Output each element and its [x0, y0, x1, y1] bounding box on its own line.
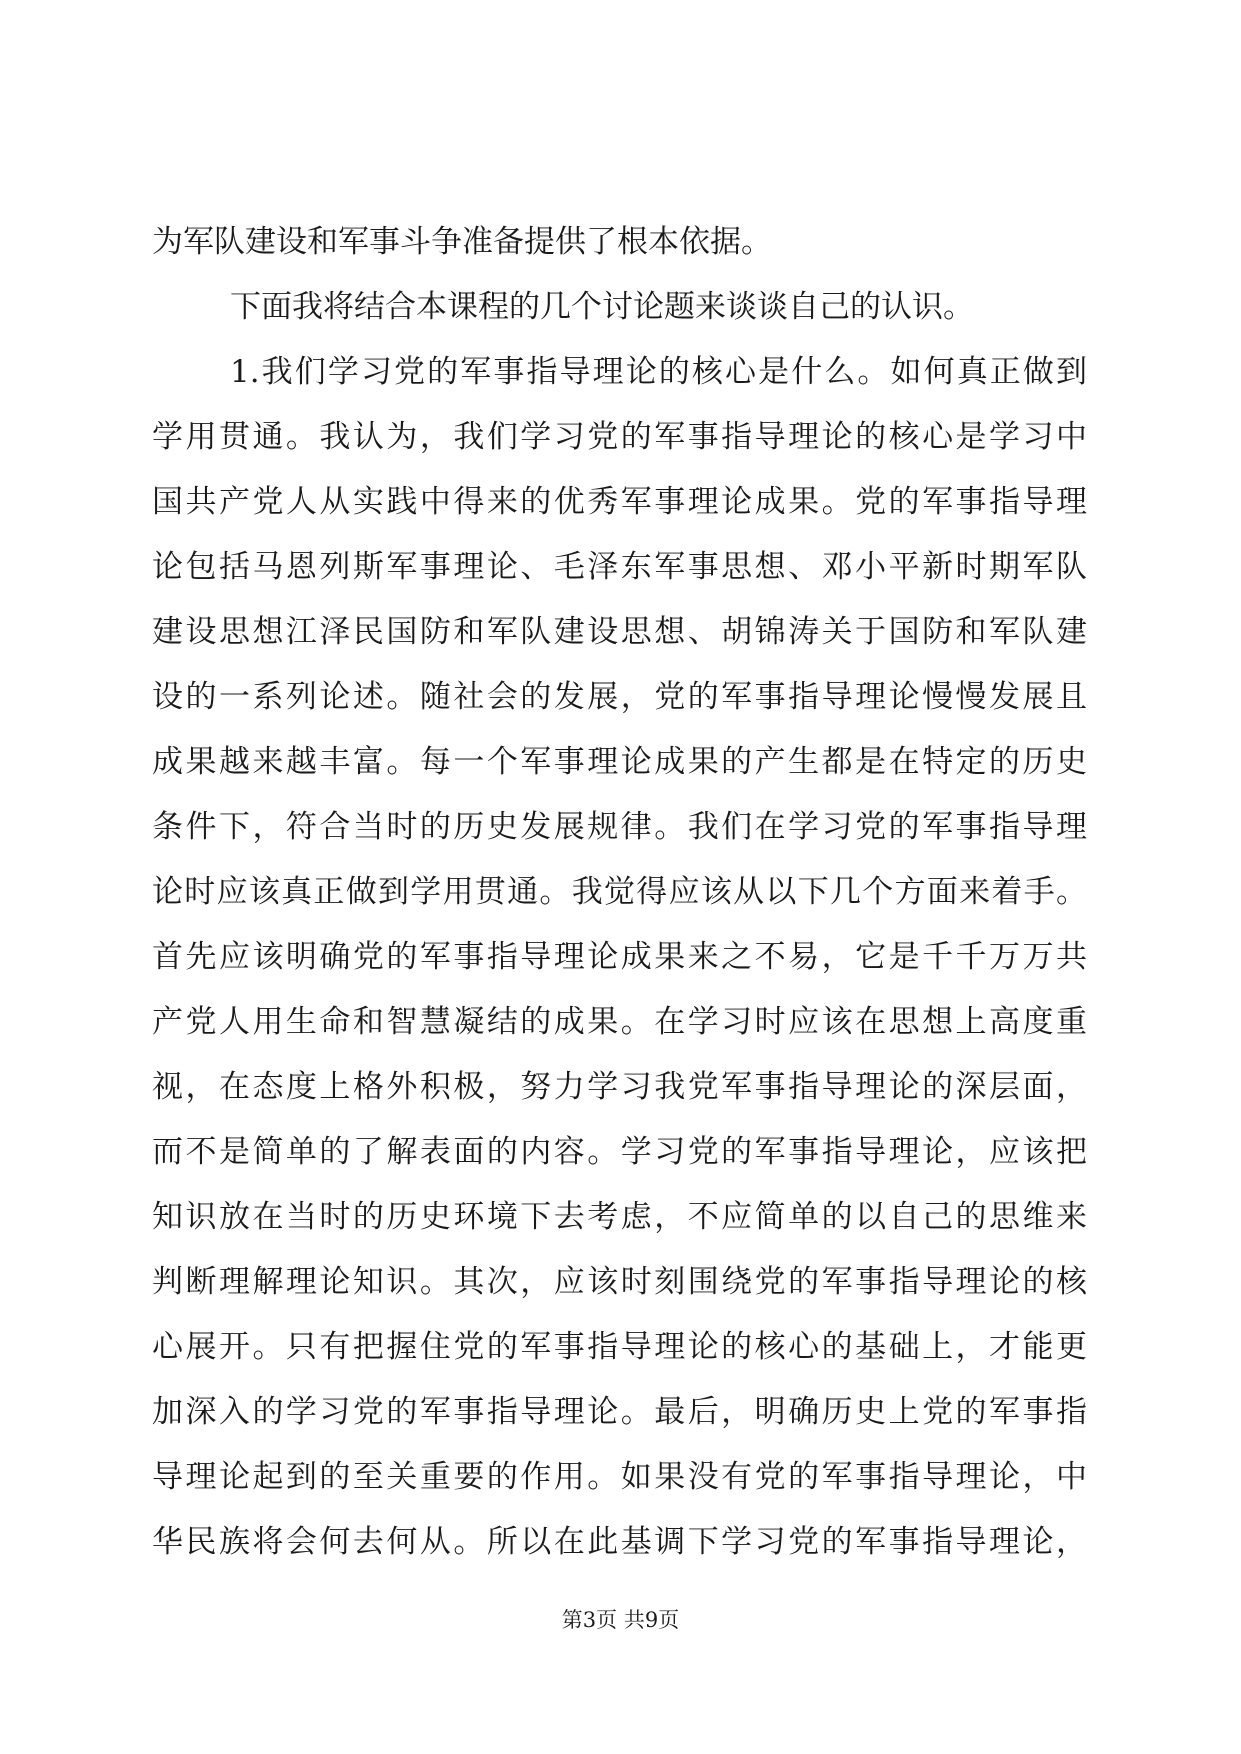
- text-line: 建设思想江泽民国防和军队建设思想、胡锦涛关于国防和军队建: [152, 614, 1087, 650]
- text-line: 而不是简单的了解表面的内容。学习党的军事指导理论，应该把: [152, 1134, 1087, 1170]
- text-line: 心展开。只有把握住党的军事指导理论的核心的基础上，才能更: [152, 1329, 1087, 1365]
- text-line: 首先应该明确党的军事指导理论成果来之不易，它是千千万万共: [152, 939, 1087, 975]
- text-line: 视，在态度上格外积极，努力学习我党军事指导理论的深层面，: [152, 1069, 1087, 1105]
- text-line: 加深入的学习党的军事指导理论。最后，明确历史上党的军事指: [152, 1394, 1087, 1430]
- text-line: 产党人用生命和智慧凝结的成果。在学习时应该在思想上高度重: [152, 1004, 1087, 1040]
- text-line: 判断理解理论知识。其次，应该时刻围绕党的军事指导理论的核: [152, 1264, 1087, 1300]
- text-line: 为军队建设和军事斗争准备提供了根本依据。: [152, 224, 772, 260]
- body-text: [152, 210, 1087, 1575]
- text-line: 设的一系列论述。随社会的发展，党的军事指导理论慢慢发展且: [152, 679, 1087, 715]
- text-line: 论时应该真正做到学用贯通。我觉得应该从以下几个方面来着手。: [152, 874, 1087, 910]
- text-line: 华民族将会何去何从。所以在此基调下学习党的军事指导理论，: [152, 1524, 1087, 1560]
- text-line: 下面我将结合本课程的几个讨论题来谈谈自己的认识。: [230, 289, 974, 325]
- text-line: 论包括马恩列斯军事理论、毛泽东军事思想、邓小平新时期军队: [152, 549, 1087, 585]
- text-line: 条件下，符合当时的历史发展规律。我们在学习党的军事指导理: [152, 809, 1087, 845]
- text-line: 国共产党人从实践中得来的优秀军事理论成果。党的军事指导理: [152, 484, 1087, 520]
- text-line: 导理论起到的至关重要的作用。如果没有党的军事指导理论，中: [152, 1459, 1087, 1495]
- text-line: 学用贯通。我认为，我们学习党的军事指导理论的核心是学习中: [152, 419, 1087, 455]
- page-number-footer: 第3页 共9页: [561, 1608, 680, 1632]
- text-line: 1.我们学习党的军事指导理论的核心是什么。如何真正做到: [230, 354, 1087, 390]
- text-line: 成果越来越丰富。每一个军事理论成果的产生都是在特定的历史: [152, 744, 1087, 780]
- text-line: 知识放在当时的历史环境下去考虑，不应简单的以自己的思维来: [152, 1199, 1087, 1235]
